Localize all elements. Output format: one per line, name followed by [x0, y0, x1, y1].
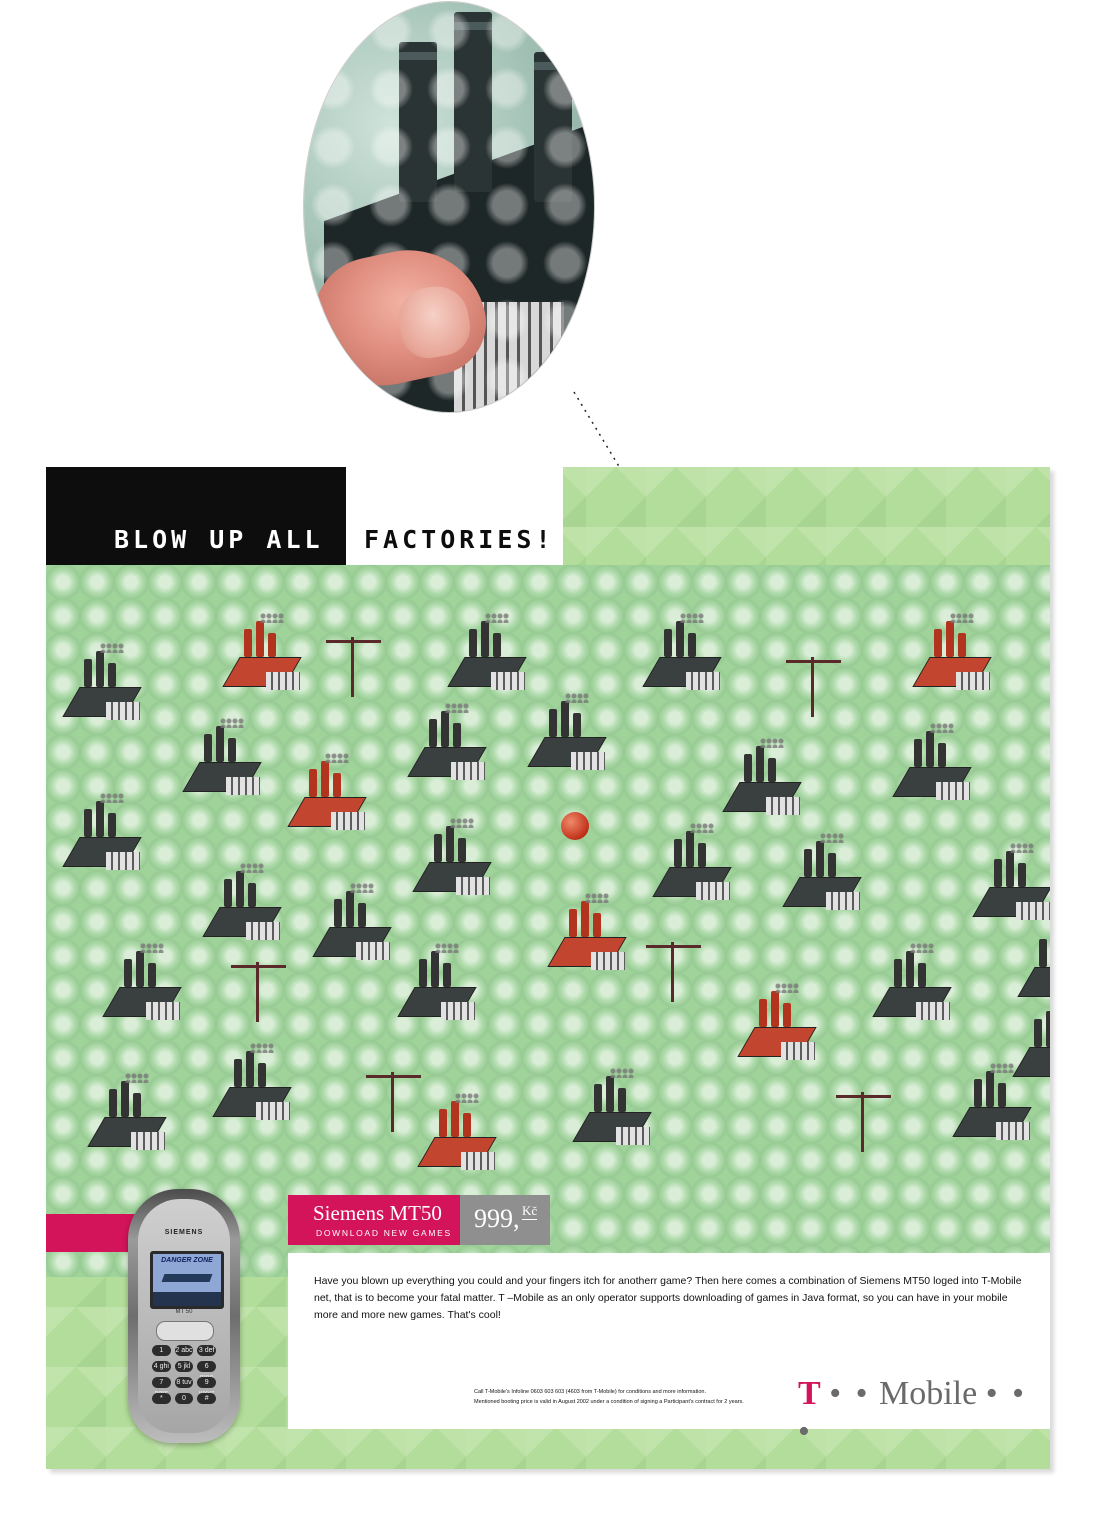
phone-keypad [152, 1345, 216, 1404]
phone-key: 0 [175, 1393, 194, 1404]
factory-icon [906, 617, 996, 697]
factory-icon [406, 822, 496, 902]
factory-icon [776, 837, 866, 917]
phone-key: 4 ghi [153, 1363, 169, 1370]
phone-model-label: MT 50 [175, 1309, 193, 1315]
factory-icon [411, 1097, 501, 1177]
phone-screen [150, 1251, 224, 1309]
phone-nav-key [156, 1321, 214, 1341]
tmobile-t: T [798, 1375, 821, 1412]
factory-icon [866, 947, 956, 1027]
magnifier-closeup [304, 2, 594, 412]
factory-icon [441, 617, 531, 697]
crane-icon [646, 937, 706, 1007]
phone-key: 7 [152, 1377, 171, 1388]
phone-face [138, 1199, 230, 1433]
factory-icon [1011, 927, 1050, 1007]
advertisement [46, 467, 1050, 1469]
phone-key: 8 tuv [176, 1379, 192, 1386]
fine-print-line1: Call T-Mobile's Infoline 0603 603 603 (4603 from T-Mobile) for conditions and more information. [474, 1389, 706, 1395]
fine-print [474, 1387, 794, 1407]
tmobile-dots-left: • • [829, 1375, 871, 1412]
jet-icon [162, 1274, 213, 1282]
factory-icon [566, 1072, 656, 1152]
product-banner [288, 1195, 460, 1245]
fine-print-line2: Mentioned booting price is valid in August 2002 under a condition of signing a Participant's contract for 2 years. [474, 1399, 744, 1405]
factory-icon [521, 697, 611, 777]
factory-icon [216, 617, 306, 697]
body-copy: Have you blown up everything you could and your fingers itch for anotherr game? Then here comes a combination of Siemens MT50 loged into T-Mobile net, that is to become your fatal matter. T –Mobile as an only operator supports downloading of games in Java format, so you can have in your mobile more and more new games. That's cool! [314, 1275, 1022, 1321]
price-tag [460, 1195, 550, 1245]
bomb-icon [561, 812, 589, 840]
crane-icon [231, 957, 291, 1027]
tmobile-logo [798, 1375, 1050, 1451]
factory-icon [56, 647, 146, 727]
phone-key: 6 [197, 1361, 216, 1372]
factory-icon [306, 887, 396, 967]
tmobile-name: Mobile [879, 1375, 978, 1412]
factory-icon [646, 827, 736, 907]
factory-icon [56, 797, 146, 877]
siemens-phone [128, 1189, 240, 1443]
factory-icon [731, 987, 821, 1067]
product-model: Siemens MT50 [313, 1201, 442, 1225]
phone-key: # [197, 1393, 216, 1404]
phone-key: 1 [152, 1345, 171, 1356]
price-currency: Kč [522, 1203, 538, 1218]
factory-icon [401, 707, 491, 787]
phone-key: 9 [197, 1377, 216, 1388]
crane-icon [836, 1087, 896, 1157]
factory-icon [391, 947, 481, 1027]
factory-icon [196, 867, 286, 947]
factory-icon [96, 947, 186, 1027]
product-subtitle: DOWNLOAD NEW GAMES [316, 1228, 452, 1238]
factory-icon [946, 1067, 1036, 1147]
factory-icon [206, 1047, 296, 1127]
headline-part1: BLOW UP ALL [114, 525, 324, 554]
factory-icon [541, 897, 631, 977]
screen-sea [153, 1292, 221, 1306]
factory-icon [966, 847, 1050, 927]
factory-icon [176, 722, 266, 802]
phone-key: 2 abc [175, 1347, 193, 1354]
factory-icon [81, 1077, 171, 1157]
crane-icon [326, 632, 386, 702]
factory-icon [716, 742, 806, 822]
factory-icon [886, 727, 976, 807]
factory-icon [281, 757, 371, 837]
phone-key: 5 jkl [175, 1361, 194, 1372]
headline-part2: FACTORIES! [364, 525, 555, 554]
phone-key: * [152, 1393, 171, 1404]
crane-icon [786, 652, 846, 722]
game-title: DANGER ZONE [161, 1257, 213, 1264]
phone-key: 3 def [198, 1347, 215, 1354]
phone-brand: SIEMENS [164, 1229, 204, 1236]
factory-icon [636, 617, 726, 697]
price-value: 999, [474, 1204, 520, 1233]
tmobile-dots-right: • • • [798, 1375, 1028, 1450]
